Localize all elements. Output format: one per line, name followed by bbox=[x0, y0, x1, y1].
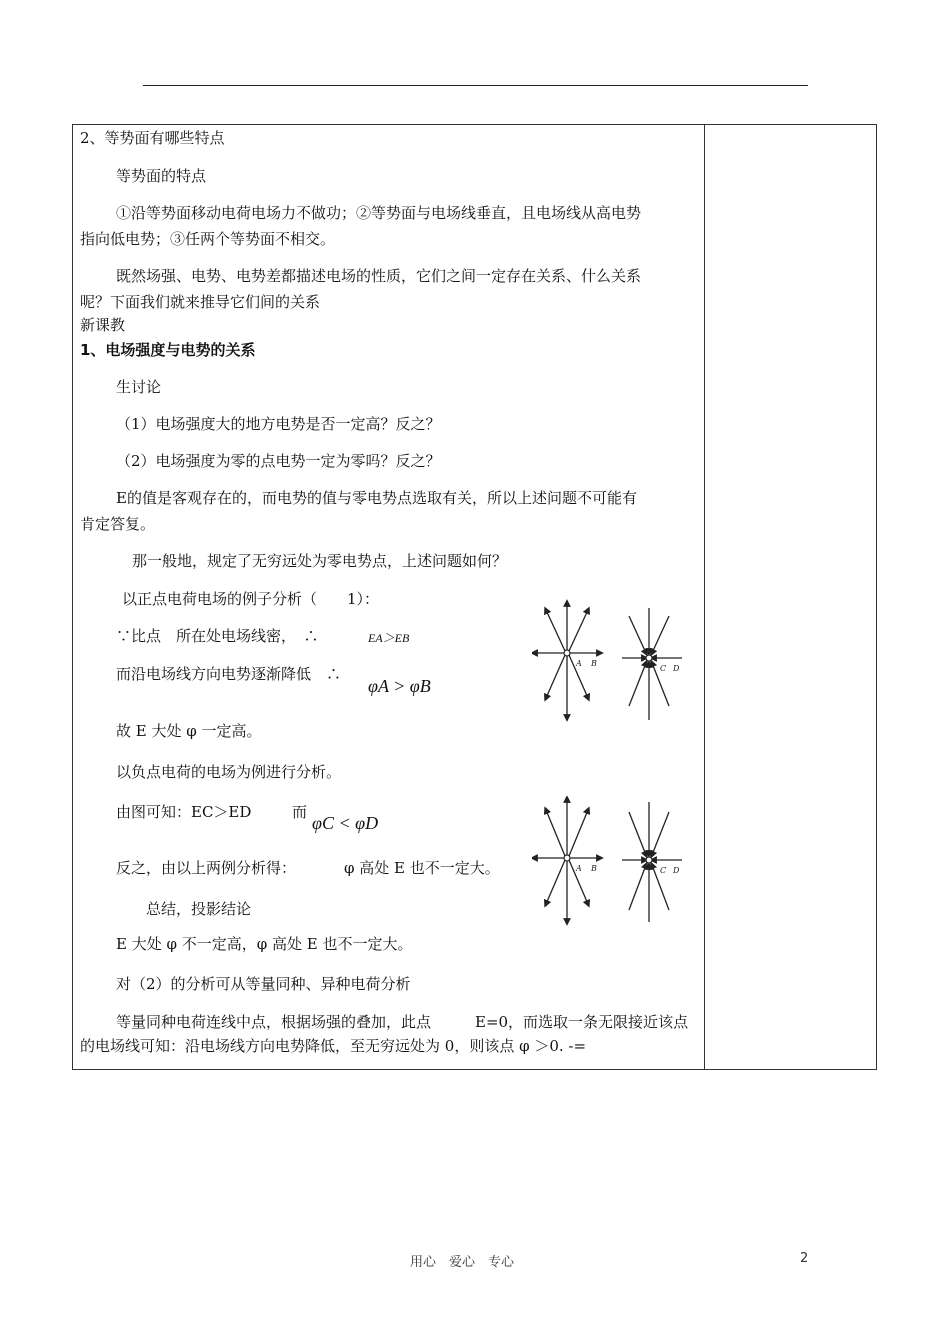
discussion-label: 生讨论 bbox=[116, 378, 162, 396]
table-column-divider bbox=[704, 124, 705, 1070]
phi-a-gt-phi-b: φA > φB bbox=[368, 676, 431, 696]
label-d-2: D bbox=[673, 866, 680, 875]
equal-charges-line-2: 的电场线可知：沿电场线方向电势降低，至无穷远处为 0，则该点 φ ＞0. -= bbox=[80, 1037, 587, 1055]
question-2: （2）电场强度为零的点电势一定为零吗？反之？ bbox=[116, 452, 441, 470]
conversely-text: 反之，由以上两例分析得： bbox=[116, 859, 297, 877]
equal-charges-line-1b: E=0，而选取一条无限接近该点 bbox=[475, 1013, 689, 1031]
question-1: （1）电场强度大的地方电势是否一定高？反之？ bbox=[116, 415, 441, 433]
new-lesson-label: 新课教 bbox=[80, 316, 126, 334]
generally-text: 那一般地，规定了无穷远处为零电势点，上述问题如何？ bbox=[132, 552, 508, 570]
header-rule bbox=[143, 85, 808, 86]
positive-charge-example: 以正点电荷电场的例子分析（ 1）： bbox=[122, 590, 380, 608]
intro-line-2: 呢？下面我们就来推导它们间的关系 bbox=[80, 293, 321, 311]
equal-charges-line-1a: 等量同种电荷连线中点，根据场强的叠加，此点 bbox=[116, 1013, 432, 1031]
label-b-2: B bbox=[591, 864, 597, 873]
field-lines-figure-1 bbox=[532, 598, 692, 724]
heading-field-potential: 1、电场强度与电势的关系 bbox=[80, 341, 256, 359]
along-line-text: 而沿电场线方向电势逐渐降低 ∴ bbox=[116, 665, 342, 683]
features-heading: 等势面的特点 bbox=[116, 167, 207, 185]
label-b: B bbox=[591, 659, 597, 668]
section-title: 2、等势面有哪些特点 bbox=[80, 129, 225, 147]
e-value-line-2: 肯定答复。 bbox=[80, 515, 156, 533]
phi-c-lt-phi-d: φC < φD bbox=[312, 813, 379, 833]
features-line-2: 指向低电势；③任两个等势面不相交。 bbox=[80, 230, 336, 248]
label-a: A bbox=[576, 659, 582, 668]
final-conclusion: E 大处 φ 不一定高，φ 高处 E 也不一定大。 bbox=[116, 935, 413, 953]
label-d: D bbox=[673, 664, 680, 673]
field-lines-figure-2 bbox=[532, 796, 692, 926]
label-a-2: A bbox=[576, 864, 582, 873]
label-c: C bbox=[660, 664, 667, 673]
and-text: 而 bbox=[292, 803, 308, 821]
e-value-line-1: E的值是客观存在的，而电势的值与零电势点选取有关，所以上述问题不可能有 bbox=[116, 489, 637, 507]
conclusion-e-high: 故 E 大处 φ 一定高。 bbox=[116, 722, 262, 740]
features-line-1: ①沿等势面移动电荷电场力不做功；②等势面与电场线垂直，且电场线从高电势 bbox=[116, 204, 642, 222]
summary-text: 总结，投影结论 bbox=[146, 900, 252, 918]
page-number: 2 bbox=[800, 1251, 809, 1266]
footer-motto: 用心 爱心 专心 bbox=[410, 1255, 515, 1270]
phi-high-e-text: φ 高处 E 也不一定大。 bbox=[344, 859, 500, 877]
label-c-2: C bbox=[660, 866, 667, 875]
intro-line-1: 既然场强、电势、电势差都描述电场的性质，它们之间一定存在关系、什么关系 bbox=[116, 267, 642, 285]
analysis-2-text: 对（2）的分析可从等量同种、异种电荷分析 bbox=[116, 975, 411, 993]
ea-gt-eb: EA＞EB bbox=[368, 631, 410, 645]
since-text: ∵比点 所在处电场线密， ∴ bbox=[116, 627, 319, 645]
negative-charge-example: 以负点电荷的电场为例进行分析。 bbox=[116, 763, 342, 781]
from-figure-text: 由图可知：EC＞ED bbox=[116, 803, 252, 821]
